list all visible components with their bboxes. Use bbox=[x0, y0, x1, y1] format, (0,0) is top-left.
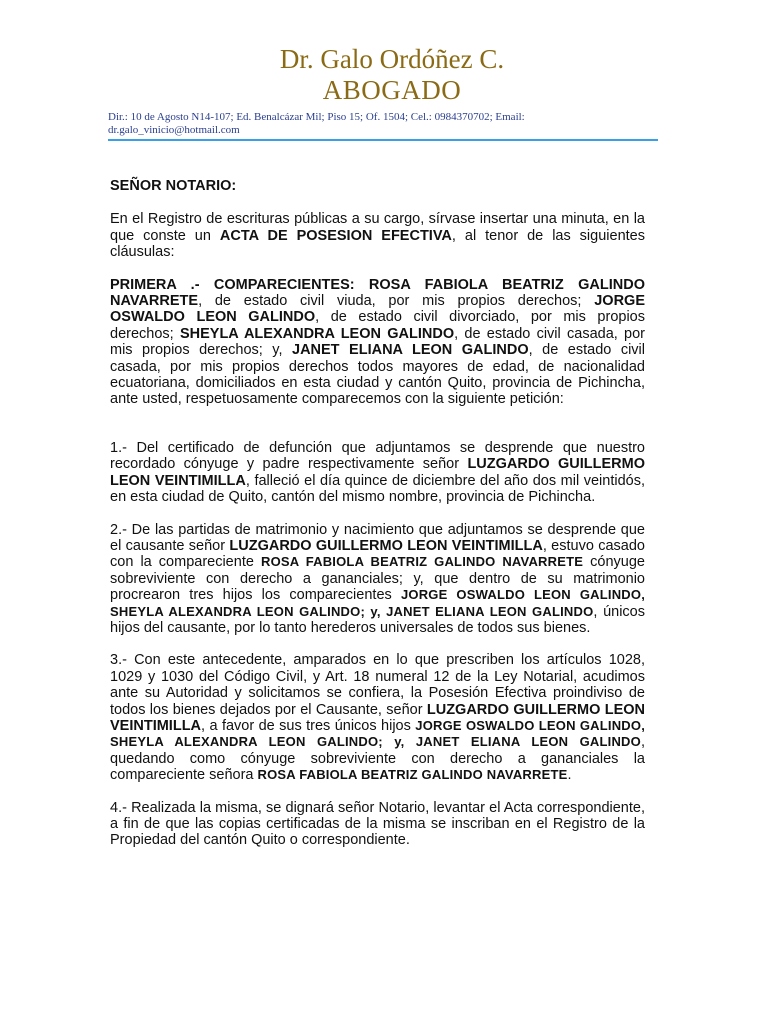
document-body bbox=[110, 178, 645, 849]
deceased-name: LUZGARDO GUILLERMO LEON VEINTIMILLA bbox=[229, 537, 543, 554]
deceased-name: LUZGARDO GUILLERMO LEON VEINTIMILLA bbox=[110, 456, 645, 489]
paragraph-4: 4.- Realizada la misma, se dignará señor Notario, levantar el Acta correspondiente, a fin de que las copias certificadas de la misma se inscriban en el Registro de la Propiedad del cantón Quito o correspondiente. bbox=[110, 799, 645, 849]
spouse-name: ROSA FABIOLA BEATRIZ GALINDO NAVARRETE bbox=[260, 554, 584, 570]
paragraph-text: , únicos hijos del causante, por lo tanto herederos universales de todos sus bienes. bbox=[110, 603, 645, 636]
paragraph-text: , a favor de sus tres únicos hijos bbox=[201, 717, 416, 734]
paragraph-1 bbox=[110, 440, 645, 506]
heirs-names: JORGE OSWALDO LEON GALINDO, SHEYLA ALEXANDRA LEON GALINDO; y, JANET ELIANA LEON GALINDO bbox=[110, 587, 646, 619]
paragraph-text: 2.- De las partidas de matrimonio y nacimiento que adjuntamos se desprende que el causante señor bbox=[110, 521, 645, 554]
paragraph-text: 1.- Del certificado de defunción que adjuntamos se desprende que nuestro recordado cónyuge y padre respectivamente señor bbox=[110, 439, 645, 473]
party-name: JANET ELIANA LEON GALINDO bbox=[292, 342, 529, 359]
letterhead bbox=[108, 42, 658, 141]
lawyer-title: ABOGADO bbox=[322, 75, 462, 105]
intro-paragraph bbox=[110, 211, 645, 260]
intro-text: En el Registro de escrituras públicas a su cargo, sírvase insertar una minuta, en la que conste un bbox=[110, 211, 645, 244]
letterhead-divider bbox=[108, 139, 658, 141]
paragraph-text: , estuvo casado con la compareciente bbox=[110, 537, 645, 571]
intro-act-title: ACTA DE POSESION EFECTIVA bbox=[219, 227, 452, 244]
paragraph-text: , quedando como cónyuge sobreviviente con derecho a gananciales la compareciente señora bbox=[110, 734, 645, 784]
intro-text-end: , al tenor de las siguientes cláusulas: bbox=[110, 227, 645, 261]
deceased-name: LUZGARDO GUILLERMO LEON VEINTIMILLA bbox=[110, 701, 645, 734]
email-line: dr.galo_vinicio@hotmail.com bbox=[108, 124, 240, 136]
party-name: SHEYLA ALEXANDRA LEON GALINDO bbox=[179, 325, 455, 342]
clause-primera-text: , de estado civil casada, por mis propios derechos todos mayores de edad, de nacionalidad ecuatoriana, domiciliados en esta ciudad y cantón Quito, provincia de Pichincha, ante usted, respetuosamente comparecemos con la siguiente petición: bbox=[110, 342, 645, 408]
contact-info bbox=[108, 111, 658, 137]
paragraph-text: 3.- Con este antecedente, amparados en lo que prescriben los artículos 1028, 1029 y 1030 del Código Civil, y Art. 18 numeral 12 de la Ley Notarial, acudimos ante su Autoridad y solicitamos se confiera, la Posesión Efectiva proindiviso de todos los bienes dejados por el Causante, señor bbox=[110, 652, 645, 718]
clause-primera bbox=[110, 277, 645, 408]
paragraph-text: . bbox=[567, 767, 572, 784]
party-name: JORGE OSWALDO LEON GALINDO bbox=[110, 293, 645, 326]
clause-primera-text: , de estado civil viuda, por mis propios derechos; bbox=[198, 293, 595, 310]
paragraph-text: , falleció el día quince de diciembre del año dos mil veintidós, en esta ciudad de Quito, cantón del mismo nombre, provincia de Pichincha. bbox=[110, 472, 645, 506]
paragraph-text: cónyuge sobreviviente con derecho a gananciales; y, que dentro de su matrimonio procrearon tres hijos los comparecientes bbox=[110, 554, 645, 604]
clause-primera-heading: PRIMERA .- COMPARECIENTES: ROSA FABIOLA BEATRIZ GALINDO NAVARRETE bbox=[110, 276, 645, 310]
address-line: Dir.: 10 de Agosto N14-107; Ed. Benalcázar Mil; Piso 15; Of. 1504; Cel.: 0984370702; Email: bbox=[108, 111, 525, 123]
spouse-name: ROSA FABIOLA BEATRIZ GALINDO NAVARRETE bbox=[257, 767, 568, 783]
paragraph-2 bbox=[110, 522, 645, 637]
clause-primera-text: , de estado civil divorciado, por mis propios derechos; bbox=[110, 309, 645, 342]
paragraph-3 bbox=[110, 652, 645, 783]
salutation: SEÑOR NOTARIO: bbox=[110, 178, 237, 194]
heirs-names: JORGE OSWALDO LEON GALINDO, SHEYLA ALEXANDRA LEON GALINDO; y, JANET ELIANA LEON GALINDO bbox=[110, 717, 646, 750]
clause-primera-text: , de estado civil casada, por mis propios derechos; y, bbox=[110, 325, 646, 359]
lawyer-name: Dr. Galo Ordóñez C. bbox=[279, 44, 505, 74]
